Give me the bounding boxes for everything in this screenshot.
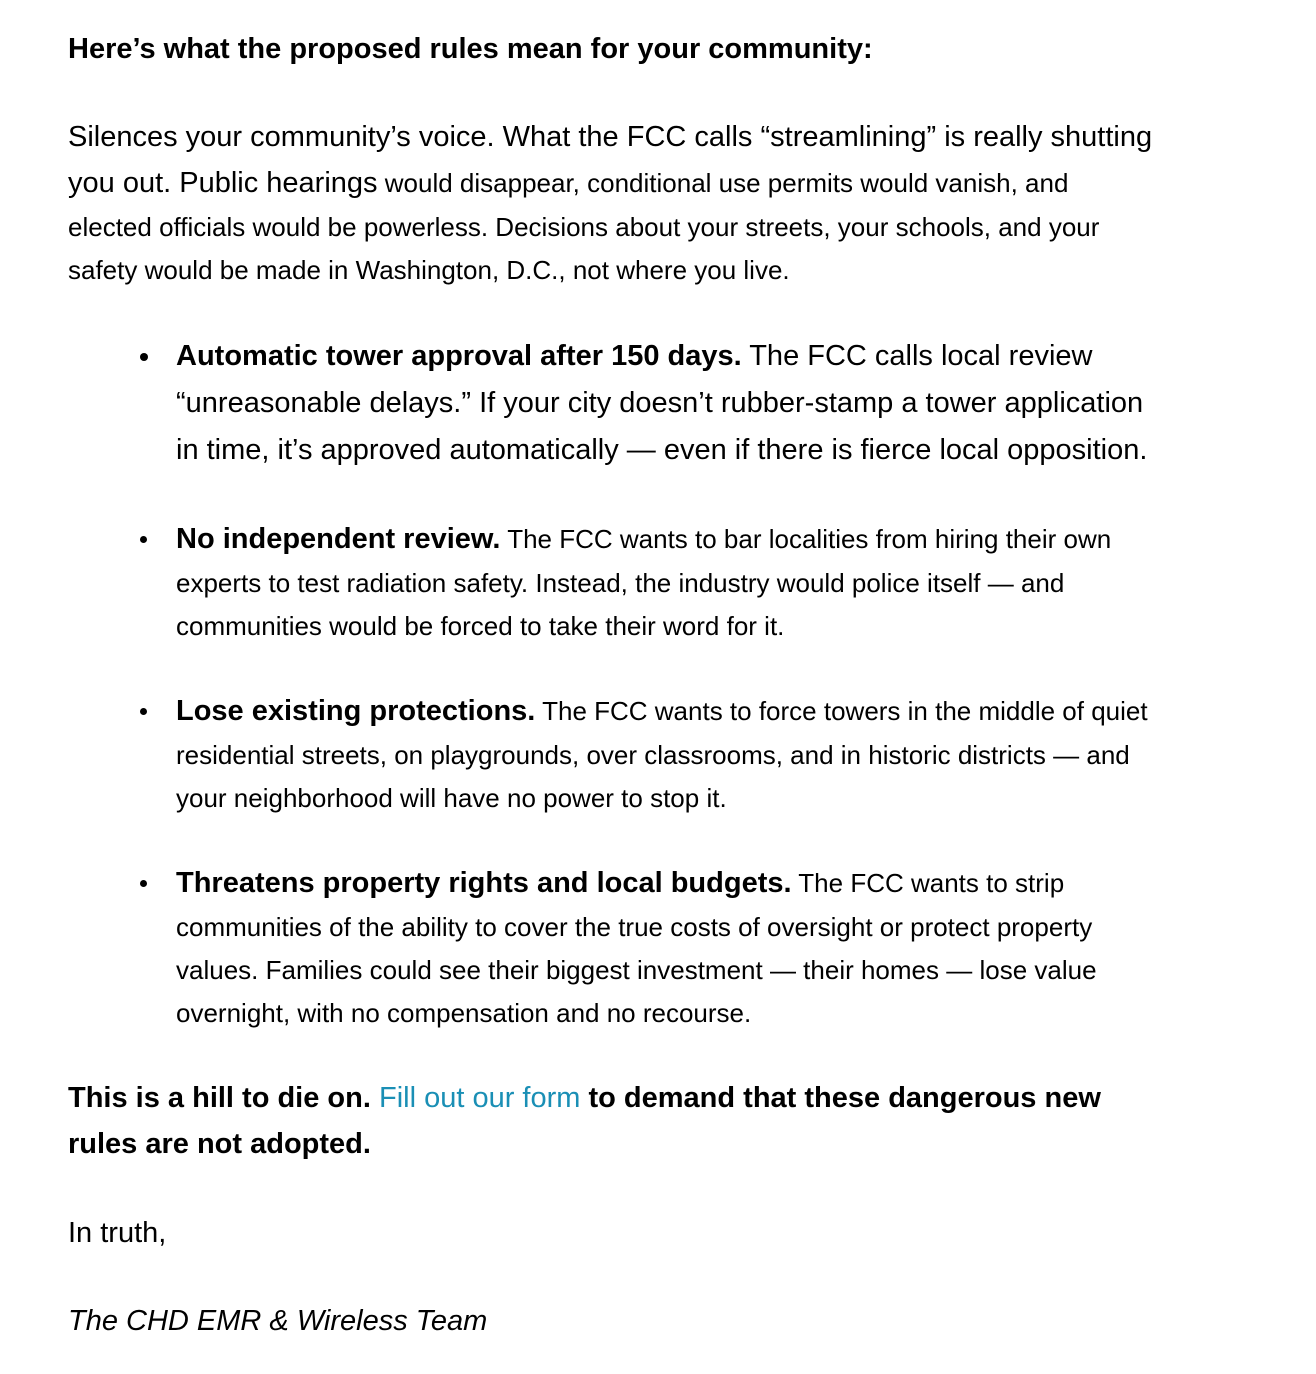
signature: The CHD EMR & Wireless Team — [68, 1305, 488, 1337]
call-to-action — [68, 1075, 1268, 1167]
intro-line — [68, 161, 1268, 206]
list-item-text: The FCC wants to force towers in the middle of quiet — [535, 696, 1148, 726]
list-item-line — [176, 861, 1276, 906]
bullet-icon — [140, 353, 148, 361]
bullet-icon — [140, 708, 147, 715]
list-item — [176, 689, 1276, 820]
intro-line: safety would be made in Washington, D.C., not where you live. — [68, 255, 790, 285]
list-item-text: The FCC wants to strip — [791, 868, 1065, 898]
list-item-line: residential streets, on playgrounds, over classrooms, and in historic districts — and — [176, 740, 1130, 770]
closing-text: In truth, — [68, 1217, 167, 1249]
list-item-title: Automatic tower approval after 150 days. — [176, 340, 742, 372]
cta-text: This is a hill to die on. — [68, 1082, 379, 1114]
intro-paragraph — [68, 114, 1268, 292]
list-item-line: communities would be forced to take their word for it. — [176, 611, 785, 641]
list-item — [176, 333, 1276, 474]
list-item-title: No independent review. — [176, 523, 501, 555]
list-item-title: Threatens property rights and local budgets. — [176, 867, 792, 899]
fill-out-form-link[interactable]: Fill out our form — [378, 1082, 581, 1114]
list-item-line: communities of the ability to cover the true costs of oversight or protect property — [176, 912, 1093, 942]
list-item-line: in time, it’s approved automatically — even if there is fierce local opposition. — [176, 434, 1148, 466]
intro-line-segment: would disappear, conditional use permits would vanish, and — [377, 168, 1069, 198]
list-item-text: The FCC wants to bar localities from hiring their own — [500, 524, 1112, 554]
intro-line: elected officials would be powerless. Decisions about your streets, your schools, and your — [68, 212, 1100, 242]
list-item-line — [176, 517, 1276, 562]
cta-line — [68, 1075, 1268, 1121]
list-item-text: The FCC calls local review — [741, 340, 1093, 372]
cta-text: to demand that these dangerous new — [580, 1082, 1101, 1114]
intro-line: Silences your community’s voice. What the FCC calls “streamlining” is really shutting — [68, 121, 1153, 153]
list-item-line — [176, 689, 1276, 734]
cta-line: rules are not adopted. — [68, 1128, 371, 1160]
list-item-title: Lose existing protections. — [176, 695, 536, 727]
list-item — [176, 517, 1276, 648]
list-item — [176, 861, 1276, 1035]
list-item-line: “unreasonable delays.” If your city doesn’t rubber-stamp a tower application — [176, 387, 1144, 419]
list-item-line: your neighborhood will have no power to stop it. — [176, 783, 727, 813]
list-item-line — [176, 333, 1276, 380]
list-item-line: overnight, with no compensation and no recourse. — [176, 998, 752, 1028]
list-item-line: values. Families could see their biggest investment — their homes — lose value — [176, 955, 1097, 985]
section-heading: Here’s what the proposed rules mean for your community: — [68, 33, 873, 65]
intro-line-segment: you out. Public hearings — [68, 167, 378, 199]
bullet-icon — [140, 536, 147, 543]
bullet-icon — [140, 880, 147, 887]
list-item-line: experts to test radiation safety. Instead, the industry would police itself — and — [176, 568, 1065, 598]
